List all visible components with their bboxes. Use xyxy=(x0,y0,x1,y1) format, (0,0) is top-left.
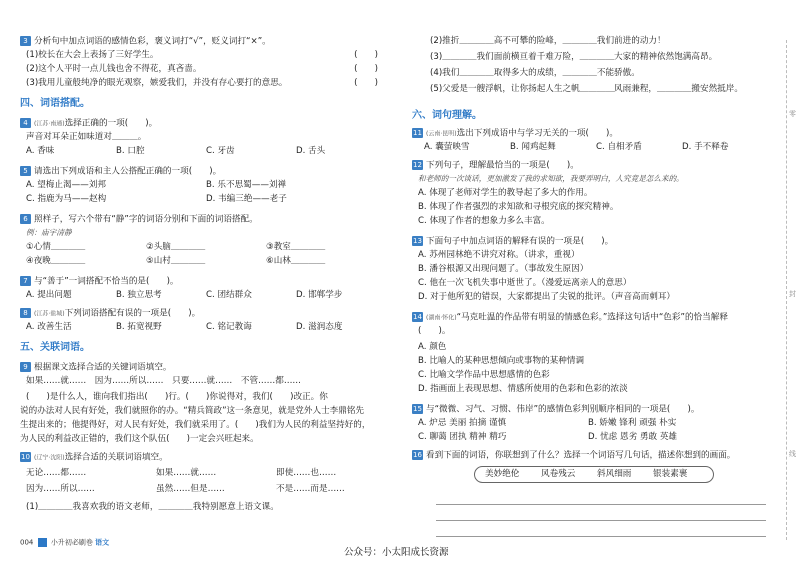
sub-item: 声音对耳朵正如味道对＿＿＿。 xyxy=(26,132,147,142)
question-9 xyxy=(20,362,172,373)
option[interactable]: D. 韦编三绝——老子 xyxy=(206,194,287,204)
question-number: 15 xyxy=(413,405,422,413)
brand-name: 小升初必刷卷 xyxy=(50,538,93,547)
question-number: 13 xyxy=(413,237,422,245)
question-13 xyxy=(412,236,613,247)
answer-paren[interactable]: ( ) xyxy=(354,50,378,60)
question-4 xyxy=(20,118,157,129)
word-choice: 美妙绝伦 xyxy=(485,469,520,479)
option[interactable]: C. 自相矛盾 xyxy=(596,142,642,152)
sub-item: (3)我用儿童般纯净的眼光观察，嫉爱我们，并没有存心要打的意思。 xyxy=(26,78,288,88)
option[interactable]: B. 独立思考 xyxy=(116,290,162,300)
question-text: 下列词语搭配有误的一项是( )。 xyxy=(64,308,201,319)
option[interactable]: B. 闻鸡起舞 xyxy=(510,142,556,152)
question-15 xyxy=(412,404,699,415)
watermark-caption: 公众号：小太阳成长资源 xyxy=(344,547,449,558)
sub-item: (2)这个人平时一点儿钱也舍不得花，真吝啬。 xyxy=(26,64,202,74)
edge-label: 线 xyxy=(789,450,796,458)
question-text: 分析句中加点词语的感情色彩，褒义词打“√”，贬义词打“×”。 xyxy=(34,36,271,47)
question-number: 6 xyxy=(20,214,31,224)
question-text: 根据课文选择合适的关键词语填空。 xyxy=(34,362,172,373)
question-text: 看到下面的词语，你联想到了什么？选择一个词语写几句话，描述你想到的画面。 xyxy=(426,450,736,461)
question-6 xyxy=(20,214,258,225)
conjunction: 不是……而是…… xyxy=(276,484,345,494)
fill-row xyxy=(26,256,325,267)
brand-logo-icon xyxy=(38,538,47,547)
options-row xyxy=(424,142,728,153)
option[interactable]: D. 指画面上表现思想、情感所使用的色彩和色彩的浓淡 xyxy=(418,384,628,394)
question-text: 请选出下列成语和主人公搭配正确的一项( )。 xyxy=(34,166,222,177)
option[interactable]: B. 体现了作者强烈的求知欲和寻根究底的探究精神。 xyxy=(418,202,619,212)
word-bank: 如果……就…… 因为……所以…… 只要……就…… 不管……都…… xyxy=(26,376,302,386)
option[interactable]: C. 比喻文学作品中思想感情的色彩 xyxy=(418,370,550,380)
answer-paren[interactable]: ( ) xyxy=(354,78,378,88)
option[interactable]: A. 望梅止渴——刘邦 xyxy=(26,180,106,190)
option[interactable]: B. 潘谷根源又出现问题了。（事故发生原因） xyxy=(418,264,589,274)
word-choice: 银装素裹 xyxy=(653,469,688,479)
option[interactable]: D. 舌头 xyxy=(296,146,326,156)
question-number: 12 xyxy=(413,161,422,169)
option[interactable]: C. 他在一次飞机失事中逝世了。（漫爱远离亲人的意思） xyxy=(418,278,632,288)
fill-sentence[interactable]: (2)推折＿＿＿＿高不可攀的险峰，＿＿＿＿我们前进的动力！ xyxy=(430,36,666,46)
question-number: 4 xyxy=(20,118,31,128)
option[interactable]: C. 铭记教诲 xyxy=(206,322,252,332)
passage-line: 为人民的利益改正错的，我们这个队伍( )一定会兴旺起来。 xyxy=(20,434,259,444)
region-tag: (江苏·南通) xyxy=(34,120,65,128)
question-number: 9 xyxy=(20,362,31,372)
option[interactable]: D. 滋润态度 xyxy=(296,322,343,332)
options-row xyxy=(418,418,676,429)
options-row xyxy=(418,432,677,443)
options-row xyxy=(26,290,342,301)
option[interactable]: D. 对于他所犯的错误，大家都提出了尖锐的批评。（声音高而刺耳） xyxy=(418,292,676,302)
question-text: 与“微微、习气、习惯、伟岸”的感情色彩判别顺序相同的一项是( )。 xyxy=(426,404,700,415)
edge-label: 封 xyxy=(789,290,796,298)
question-7 xyxy=(20,276,179,287)
question-text: 与“善于”一词搭配不恰当的是( )。 xyxy=(34,276,179,287)
question-text: 下列句子，理解最恰当的一项是( )。 xyxy=(426,160,579,171)
question-number: 14 xyxy=(413,313,422,321)
option[interactable]: C. 团结群众 xyxy=(206,290,252,300)
question-number: 11 xyxy=(413,129,422,137)
passage-line: ( )是什么人，谁向我们指出( )行。( )你说得对，我们( )改正。你 xyxy=(26,392,328,402)
subject-label: 语文 xyxy=(95,538,110,547)
fill-blank[interactable]: ③教室＿＿＿＿ xyxy=(266,242,326,252)
option[interactable]: A. 体现了老师对学生的教导起了多大的作用。 xyxy=(418,188,593,198)
page-footer xyxy=(20,538,109,547)
word-row xyxy=(26,484,345,495)
word-choice: 风卷残云 xyxy=(541,469,576,479)
option[interactable]: A. 囊萤映雪 xyxy=(424,142,470,152)
region-tag: (云南·昆明) xyxy=(426,130,457,138)
question-number: 5 xyxy=(20,166,31,176)
option[interactable]: C. 牙齿 xyxy=(206,146,235,156)
question-number: 16 xyxy=(413,451,422,459)
section-title: 四、词语搭配。 xyxy=(20,98,90,109)
question-number: 10 xyxy=(21,453,30,461)
answer-paren[interactable]: ( )。 xyxy=(418,326,451,336)
sub-item: (1)校长在大会上表扬了三好学生。 xyxy=(26,50,159,60)
conjunction: 因为……所以…… xyxy=(26,484,95,494)
option[interactable]: A. 苏州园林绝不讲究对称。（讲求，重视） xyxy=(418,250,580,260)
fill-blank[interactable]: ⑤山村＿＿＿＿ xyxy=(146,256,206,266)
region-tag: (湖南·怀化) xyxy=(426,314,457,322)
option[interactable]: B. 乐不思蜀——刘禅 xyxy=(206,180,287,190)
quote-text: 和老师的一次谈话，更加激发了我的求知欲，我要弄明白，人究竟是怎么来的。 xyxy=(418,174,684,183)
word-choice: 斜风细雨 xyxy=(597,469,632,479)
question-text: 照样子，写六个带有“静”字的词语分别和下面的词语搭配。 xyxy=(34,214,258,225)
question-8 xyxy=(20,308,200,319)
option[interactable]: B. 比喻人的某种思想倾向或事物的某种情调 xyxy=(418,356,585,366)
writing-line[interactable] xyxy=(436,520,766,521)
conjunction: 如果……就…… xyxy=(156,468,217,478)
question-number: 3 xyxy=(20,36,31,46)
fill-row xyxy=(26,242,325,253)
option[interactable]: A. 颜色 xyxy=(418,342,447,352)
word-box xyxy=(474,466,714,483)
writing-line[interactable] xyxy=(436,504,766,505)
option[interactable]: C. 指鹿为马——赵构 xyxy=(26,194,107,204)
question-10 xyxy=(20,452,168,463)
question-11 xyxy=(412,128,618,139)
option[interactable]: B. 拓宽视野 xyxy=(116,322,162,332)
question-text: 下面句子中加点词语的解释有误的一项是( )。 xyxy=(426,236,614,247)
passage-line: 生提出来的；他提得好，对人民有好处，我们就采用了。( )我们为人民的利益坚持好的， xyxy=(20,420,371,430)
section-title: 五、关联词语。 xyxy=(20,342,90,353)
fill-sentence[interactable]: (1)＿＿＿＿我喜欢我的语文老师，＿＿＿＿我特别愿意上语文课。 xyxy=(26,502,279,512)
conjunction: 无论……都…… xyxy=(26,468,87,478)
option[interactable]: D. 手不释卷 xyxy=(682,142,729,152)
option[interactable]: C. 体现了作者的想象力多么丰富。 xyxy=(418,216,550,226)
region-tag: (辽宁·沈阳) xyxy=(34,454,65,462)
fill-sentence[interactable]: (5)父爱是一艘浮帆，让你扬起人生之帆＿＿＿＿风雨兼程，＿＿＿＿搬安然抵岸。 xyxy=(430,84,743,94)
section-title: 六、词句理解。 xyxy=(412,110,482,121)
conjunction: 即使……也…… xyxy=(276,468,337,478)
fill-blank[interactable]: ②头脑＿＿＿＿ xyxy=(146,242,206,252)
question-number: 7 xyxy=(20,276,31,286)
option[interactable]: A. 改善生活 xyxy=(26,322,72,332)
option[interactable]: B. 娇嫩 锋利 顽强 朴实 xyxy=(588,418,677,428)
options-row xyxy=(26,194,287,205)
answer-paren[interactable]: ( ) xyxy=(354,64,378,74)
writing-line[interactable] xyxy=(436,536,766,537)
option[interactable]: D. 邯郸学步 xyxy=(296,290,343,300)
question-12 xyxy=(412,160,579,171)
option[interactable]: A. 炉忌 美丽 拍摘 谨慎 xyxy=(418,418,507,428)
question-text: “马克吐温的作品带有明显的情感色彩。”选择这句话中“色彩”的恰当解释 xyxy=(456,312,728,323)
options-row xyxy=(26,180,286,191)
option[interactable]: A. 香味 xyxy=(26,146,55,156)
question-14 xyxy=(412,312,728,323)
question-text: 选择正确的一项( )。 xyxy=(64,118,158,129)
fill-blank[interactable]: ①心情＿＿＿＿ xyxy=(26,242,86,252)
fill-blank[interactable]: ④夜晚＿＿＿＿ xyxy=(26,256,86,266)
question-text: 选出下列成语中与学习无关的一项( )。 xyxy=(456,128,618,139)
conjunction: 虽然……但是…… xyxy=(156,484,225,494)
option[interactable]: A. 提出问题 xyxy=(26,290,72,300)
question-3 xyxy=(20,36,271,47)
question-5 xyxy=(20,166,221,177)
passage-line: 说的办法对人民有好处，我们就照你的办。“精兵简政”这一条意见，就是党外人士李鼎铭先 xyxy=(20,406,365,416)
options-row xyxy=(26,322,342,333)
fill-sentence[interactable]: (4)我们＿＿＿＿取得多大的成绩，＿＿＿＿不能骄傲。 xyxy=(430,68,640,78)
fill-blank[interactable]: ⑥山林＿＿＿＿ xyxy=(266,256,326,266)
edge-label: 零 xyxy=(789,110,796,118)
question-text: 选择合适的关联词语填空。 xyxy=(64,452,168,463)
word-row xyxy=(26,468,336,479)
page-number: 004 xyxy=(20,538,34,547)
question-16 xyxy=(412,450,735,461)
options-row xyxy=(26,146,396,157)
example-text: 例：庙宇清静 xyxy=(26,228,72,237)
option[interactable]: C. 聊蔼 团执 精神 精巧 xyxy=(418,432,507,442)
option[interactable]: B. 口腔 xyxy=(116,146,145,156)
fill-sentence[interactable]: (3)＿＿＿＿我们面前横亘着千难万险，＿＿＿＿大家的精神依然饱满高昂。 xyxy=(430,52,718,62)
binding-line xyxy=(786,40,798,540)
region-tag: (江苏·盐城) xyxy=(34,310,65,318)
option[interactable]: D. 忧虑 恩劣 勇敢 英雄 xyxy=(588,432,678,442)
question-number: 8 xyxy=(20,308,31,318)
